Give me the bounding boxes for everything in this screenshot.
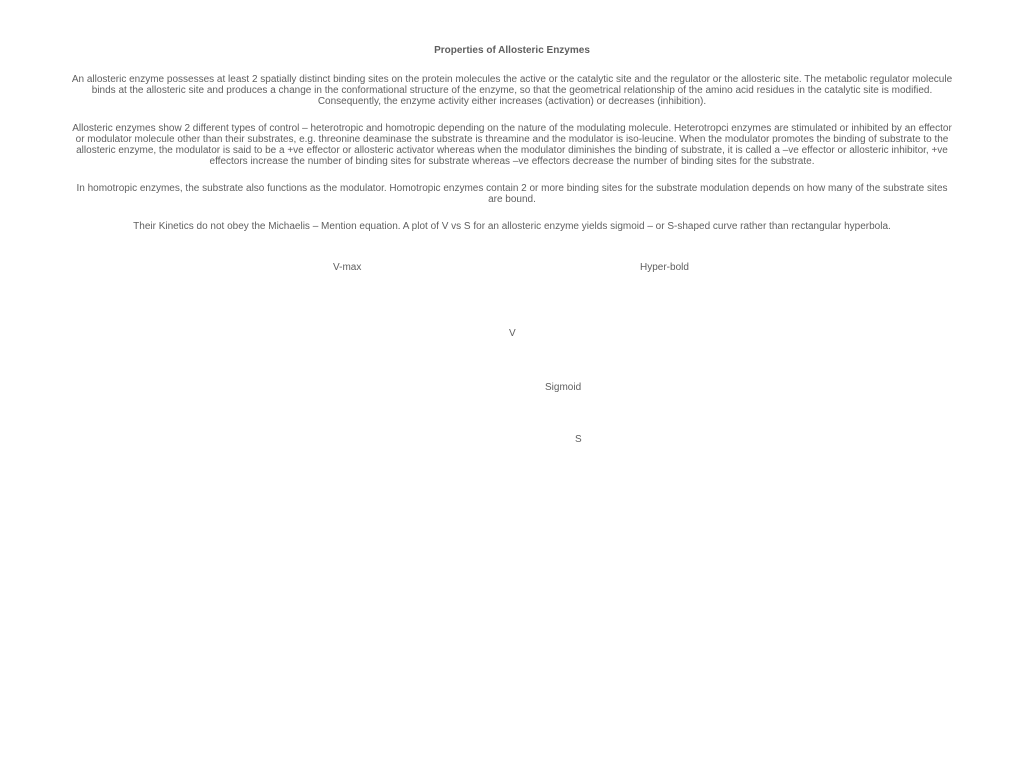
paragraph-allosteric-definition: An allosteric enzyme possesses at least 2 spatially distinct binding sites on the protein molecules the active or the catalytic site and the regulator or the allosteric site. The metabolic regulator molecule binds at the allosteric site and produces a change in the conformational structure of the enzyme, so that the geometrical relationship of the amino acid residues in the catalytic site is modified. Consequently, the enzyme activity either increases (activation) or decreases (inhibition). <box>71 74 953 107</box>
hyperbola-label: Hyper-bold <box>640 262 689 273</box>
v-axis-label: V <box>509 328 516 339</box>
paragraph-types-of-control: Allosteric enzymes show 2 different types of control – heterotropic and homotropic depending on the nature of the modulating molecule. Heterotropci enzymes are stimulated or inhibited by an effector or modulator molecule other than their substrates, e.g. threonine deaminase the substrate is threamine and the modulator is iso-leucine. When the modulator promotes the binding of substrate to the allosteric enzyme, the modulator is said to be a +ve effector or allosteric activator whereas when the modulator diminishes the binding of substrate, it is called a –ve effector or allosteric inhibitor, +ve effectors increase the number of binding sites for substrate whereas –ve effectors decrease the number of binding sites for the substrate. <box>72 123 952 167</box>
paragraph-homotropic: In homotropic enzymes, the substrate also functions as the modulator. Homotropic enzymes contain 2 or more binding sites for the substrate modulation depends on how many of the substrate sites are bound. <box>76 183 948 205</box>
sigmoid-label: Sigmoid <box>545 382 582 393</box>
s-axis-label: S <box>575 434 582 445</box>
paragraph-kinetics: Their Kinetics do not obey the Michaelis – Mention equation. A plot of V vs S for an allosteric enzyme yields sigmoid – or S-shaped curve rather than rectangular hyperbola. <box>133 221 891 232</box>
document-title: Properties of Allosteric Enzymes <box>434 45 590 56</box>
vmax-label: V-max <box>333 262 362 273</box>
